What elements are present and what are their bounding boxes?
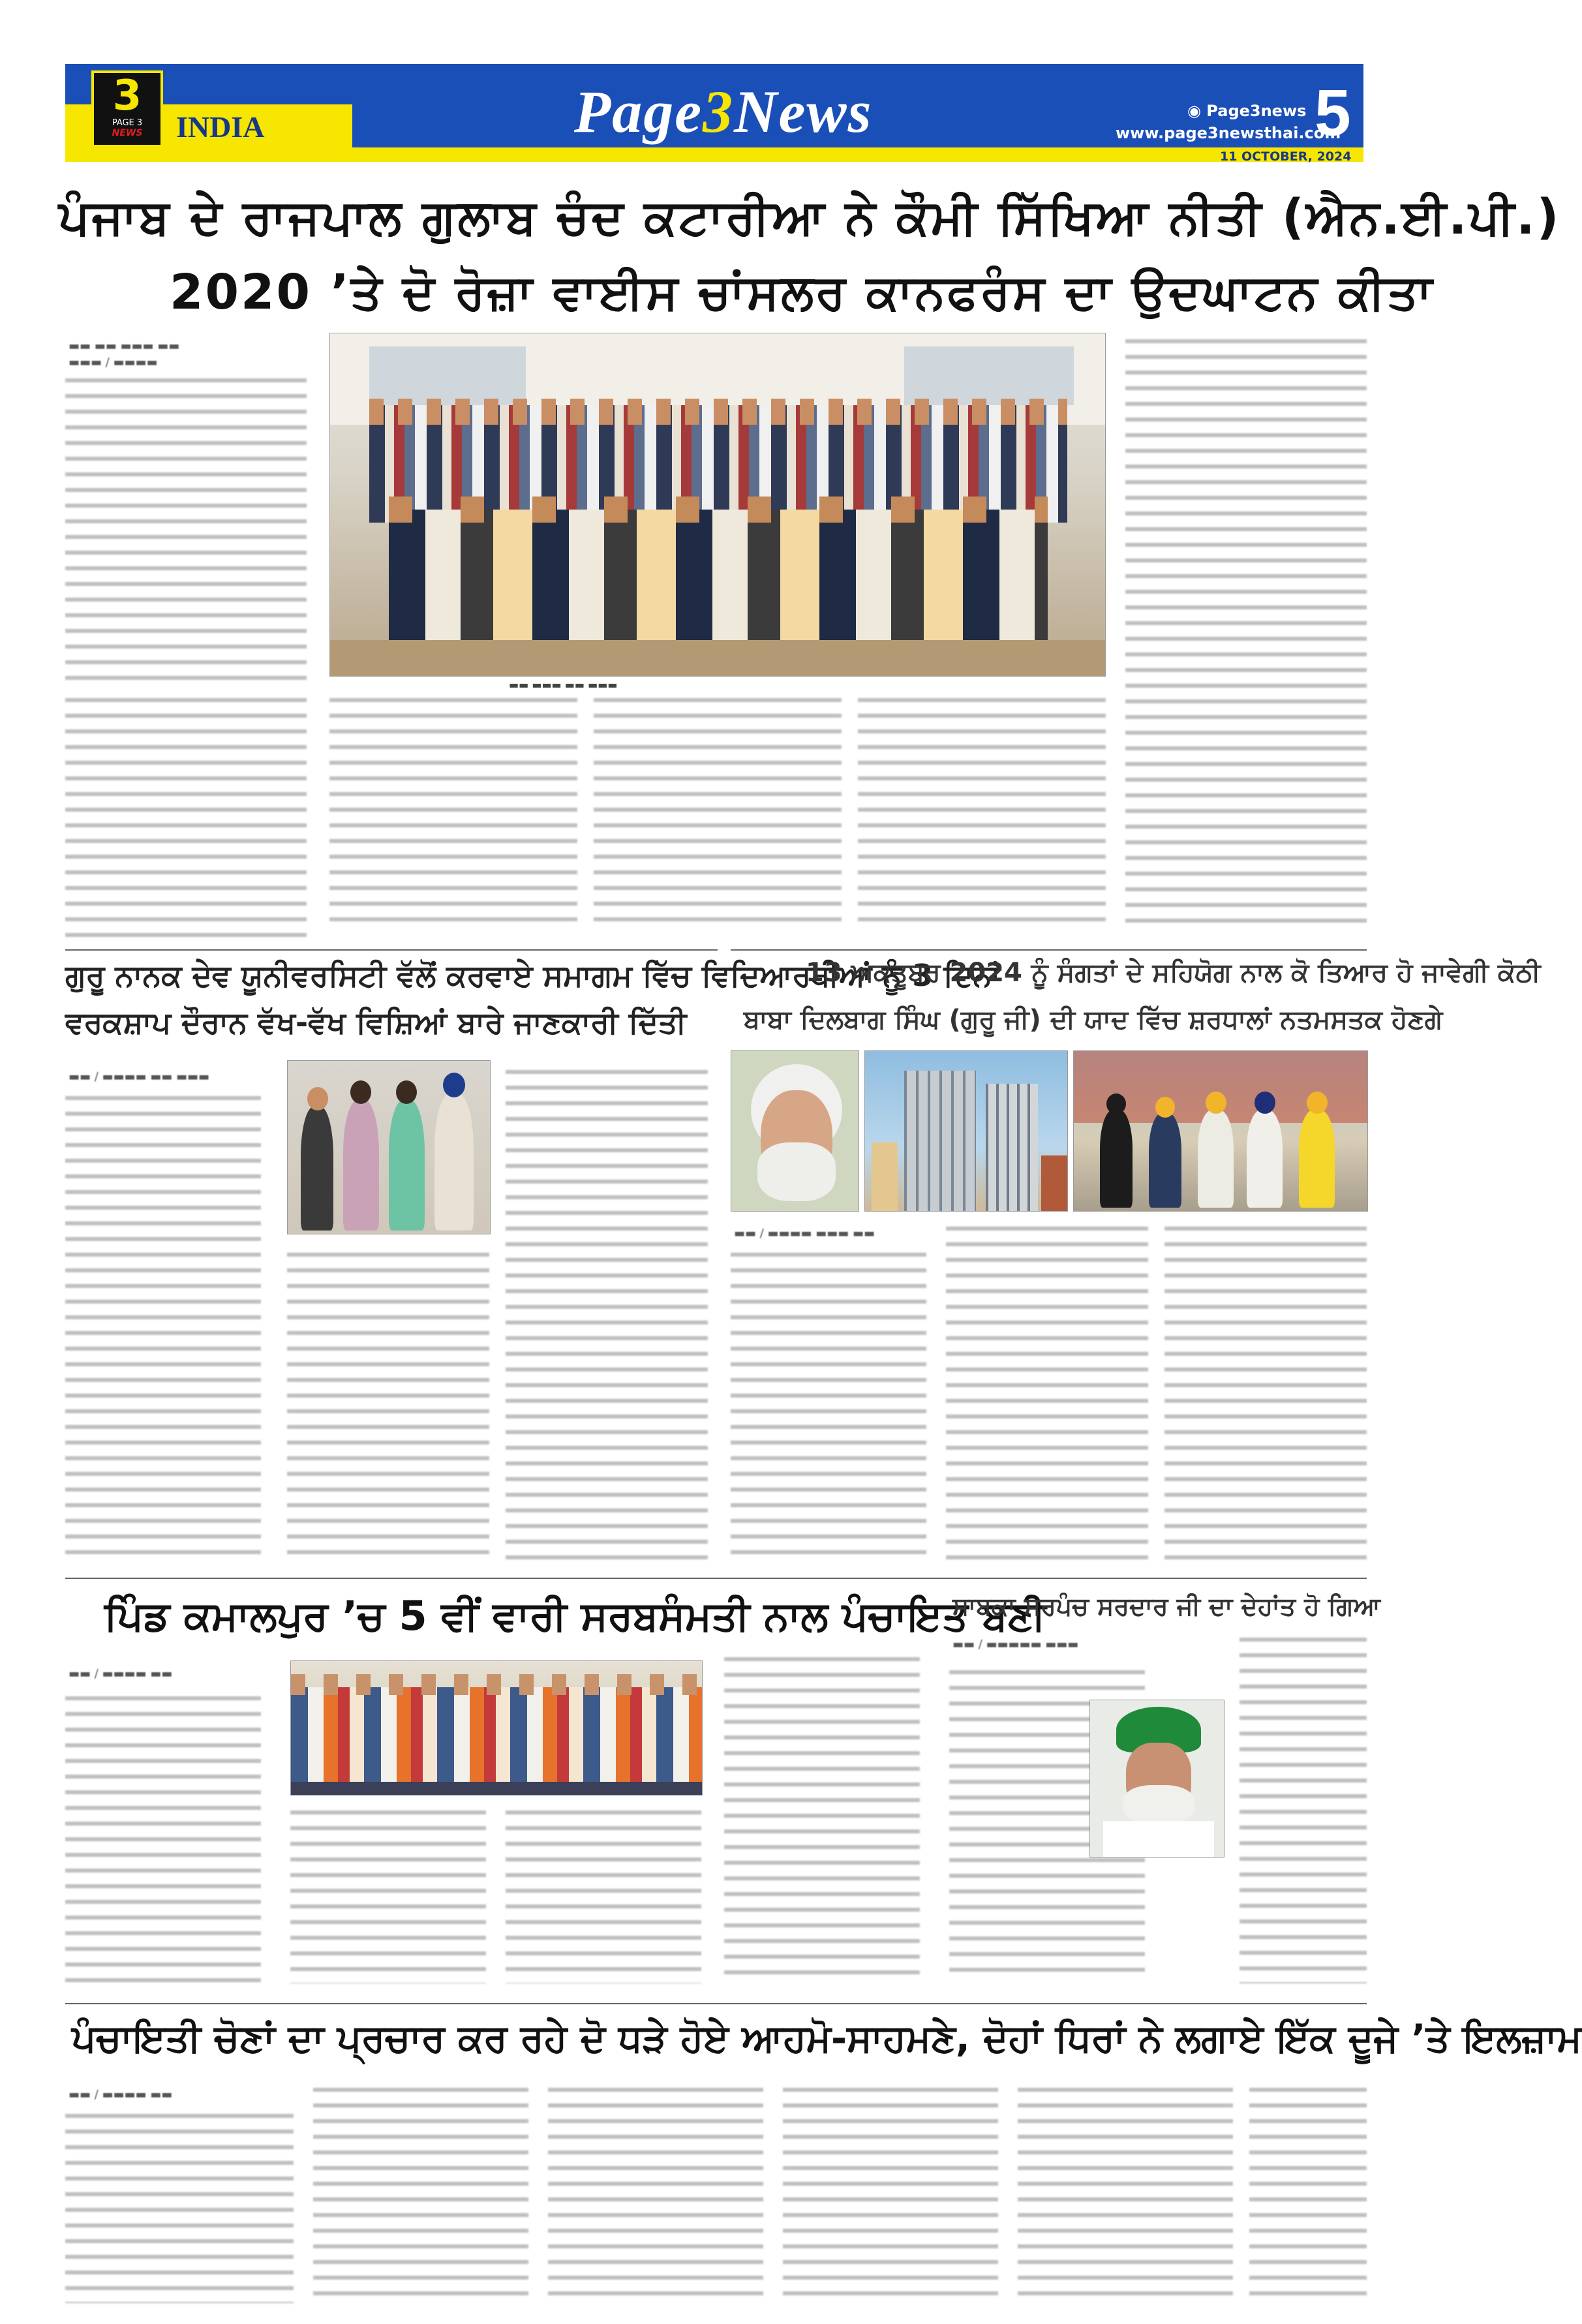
text-column — [290, 1811, 486, 1983]
social-text: Page3news — [1206, 102, 1307, 120]
brand-suffix: News — [734, 78, 873, 145]
story4-headline: ਪਿੰਡ ਕਮਾਲਪੁਰ ’ਚ 5 ਵੀਂ ਵਾਰੀ ਸਰਬਸੰਮਤੀ ਨਾਲ ਪੰਚਾਇਤ ਬਣੀ — [104, 1592, 1046, 1640]
story2-headline-line2: ਵਰਕਸ਼ਾਪ ਦੌਰਾਨ ਵੱਖ-ਵੱਖ ਵਿਸ਼ਿਆਂ ਬਾਰੇ ਜਾਣਕਾਰੀ ਦਿੱਤੀ — [65, 1005, 687, 1040]
text-column — [783, 2088, 998, 2303]
website-link[interactable]: www.page3newsthai.com — [1116, 124, 1341, 142]
story6-headline: ਪੰਚਾਇਤੀ ਚੋਣਾਂ ਦਾ ਪ੍ਰਚਾਰ ਕਰ ਰਹੇ ਦੋ ਧੜੇ ਹੋਏ ਆਹਮੋ-ਸਾਹਮਣੇ, ਦੋਹਾਂ ਧਿਰਾਂ ਨੇ ਲਗਾਏ ਇੱਕ ਦੂਜੇ ’ਤੇ ਇਲਜ਼ਾਮ — [72, 2016, 1582, 2060]
group-photo-conference — [329, 333, 1106, 677]
byline: ▬▬▬ / ▬▬▬▬ — [68, 356, 158, 369]
text-column — [1018, 2088, 1233, 2303]
divider — [65, 949, 718, 951]
social-handle: ◉ Page3news — [1187, 102, 1307, 120]
text-column — [858, 698, 1106, 933]
photo-construction — [864, 1050, 1068, 1212]
text-column — [65, 378, 307, 685]
text-column — [65, 1696, 261, 1983]
masthead-bottom-strip — [65, 147, 1363, 162]
photo-students — [287, 1060, 491, 1234]
story3-headline-line1: 13 ਅਕਤੂਬਰ 2024 ਨੂੰ ਸੰਗਤਾਂ ਦੇ ਸਹਿਯੋਗ ਨਾਲ ਕੋ ਤਿਆਰ ਹੋ ਜਾਵੇਗੀ ਕੋਠੀ — [806, 958, 1541, 988]
masthead — [65, 64, 1363, 162]
byline: ▬▬ / ▬▬▬▬ ▬▬▬ ▬▬ — [734, 1227, 875, 1240]
page-number: 5 — [1315, 76, 1351, 149]
text-column — [329, 698, 577, 933]
text-column — [506, 1070, 708, 1566]
divider — [65, 1578, 1367, 1579]
story1-headline-line1: ਪੰਜਾਬ ਦੇ ਰਾਜਪਾਲ ਗੁਲਾਬ ਚੰਦ ਕਟਾਰੀਆ ਨੇ ਕੌਮੀ ਸਿੱਖਿਆ ਨੀਤੀ (ਐਨ.ਈ.ਪੀ.) — [59, 189, 1561, 245]
text-column — [724, 1657, 920, 1983]
text-column — [506, 1811, 701, 1983]
photo-caption: ▬▬ ▬▬▬ ▬▬ ▬▬▬ — [509, 679, 618, 691]
photo-devotees — [1073, 1050, 1368, 1212]
text-column — [65, 698, 307, 946]
logo-text: PAGE 3 — [112, 118, 143, 128]
byline: ▬▬ / ▬▬▬▬ ▬▬ — [68, 2088, 173, 2102]
text-column — [313, 2088, 528, 2303]
photo-portrait-baba — [731, 1050, 859, 1212]
story3-headline-line2: ਬਾਬਾ ਦਿਲਬਾਗ ਸਿੰਘ (ਗੁਰੂ ਜੀ) ਦੀ ਯਾਦ ਵਿੱਚ ਸ਼ਰਧਾਲਾਂ ਨਤਮਸਤਕ ਹੋਣਗੇ — [744, 1005, 1443, 1035]
byline: ▬▬ / ▬▬▬▬▬ ▬▬▬ — [952, 1638, 1079, 1651]
brand-number: 3 — [703, 78, 735, 145]
byline: ▬▬ ▬▬ ▬▬▬ ▬▬ — [68, 339, 180, 353]
text-column — [548, 2088, 763, 2303]
text-column — [594, 698, 842, 933]
divider — [65, 2003, 1367, 2004]
text-column — [1125, 339, 1367, 926]
brand-prefix: Page — [574, 78, 703, 145]
photo-panchayat — [290, 1660, 703, 1796]
byline: ▬▬ / ▬▬▬▬ ▬▬ — [68, 1667, 173, 1681]
text-column — [65, 2114, 294, 2303]
brand-title — [574, 77, 872, 146]
story5-headline: ਸਾਬਕਾ ਸਰਪੰਚ ਸਰਦਾਰ ਜੀ ਦਾ ਦੇਹਾਂਤ ਹੋ ਗਿਆ — [952, 1592, 1380, 1621]
byline: ▬▬ / ▬▬▬▬ ▬▬ ▬▬▬ — [68, 1070, 210, 1084]
story2-headline-line1: ਗੁਰੂ ਨਾਨਕ ਦੇਵ ਯੂਨੀਵਰਸਿਟੀ ਵੱਲੋਂ ਕਰਵਾਏ ਸਮਾਗਮ ਵਿੱਚ ਵਿਦਿਆਰਥੀਆਂ ਨੂੰ 3 ਦਿਨਾਂ — [65, 958, 1001, 993]
logo-news: NEWS — [112, 128, 143, 138]
page3-logo — [91, 70, 163, 147]
story1-headline-line2: 2020 ’ਤੇ ਦੋ ਰੋਜ਼ਾ ਵਾਈਸ ਚਾਂਸਲਰ ਕਾਨਫਰੰਸ ਦਾ ਉਦਘਾਟਨ ਕੀਤਾ — [170, 264, 1435, 320]
text-column — [65, 1096, 261, 1566]
text-column — [1249, 2088, 1367, 2303]
text-column — [946, 1227, 1148, 1566]
photo-portrait-sardar — [1089, 1700, 1225, 1858]
logo-number: 3 — [112, 72, 142, 120]
text-column — [731, 1253, 926, 1566]
issue-date: 11 OCTOBER, 2024 — [1220, 149, 1352, 164]
text-column — [287, 1253, 489, 1566]
edition-label: INDIA — [176, 110, 265, 144]
text-column — [1164, 1227, 1367, 1566]
text-column — [1240, 1638, 1367, 1983]
divider — [731, 949, 1367, 951]
